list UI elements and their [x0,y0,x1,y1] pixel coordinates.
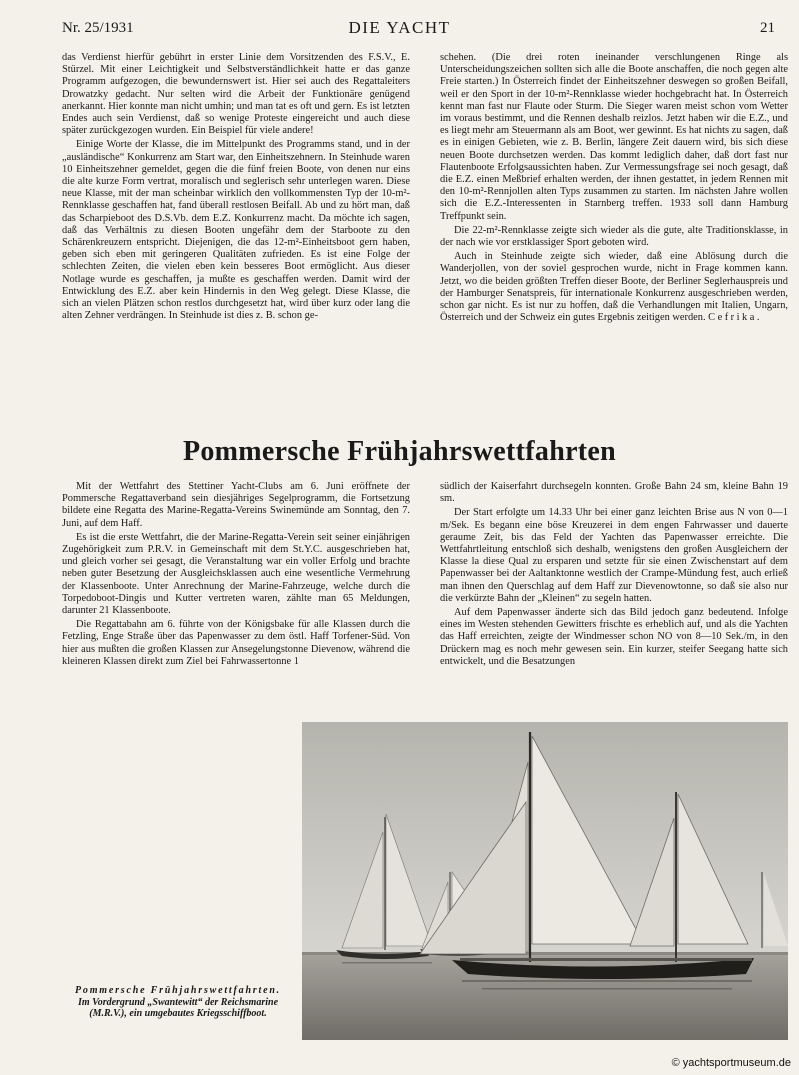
previous-article-column-right [440,52,788,392]
sailing-yachts-illustration [302,722,788,1040]
paragraph: Die Regattabahn am 6. führte von der Königsbake für alle Klassen durch die Fetzling, Enge Straße über das Papenwasser zu dem östl. Haff Torfener-Süd. Von hier aus mußten die großen Klassen zur Ansegelungstonne Dievenow, während die kleineren Klassen direkt zum Ziel bei Fahrwassertonne 1 [62,619,410,667]
previous-article-column-left [62,52,410,392]
caption-text: Im Vordergrund „Swantewitt“ der Reichsmarine (M.R.V.), ein umgebautes Kriegsschiffboot. [77,996,279,1019]
article-column-left [62,481,410,713]
article-column-right [440,481,788,713]
copyright-watermark: © yachtsportmuseum.de [671,1057,791,1069]
caption-title: Pommersche Frühjahrswettfahrten. [75,985,281,996]
paragraph: Einige Worte der Klasse, die im Mittelpunkt des Programms stand, und in der „ausländische“ Konkurrenz am Start war, den Einheitszehnern. In Steinhude waren 10 Einheitszehner gemeldet, gegen die die fünf freien Boote, von denen nur eins die alte kurze Form vertrat, moralisch und seglerisch sehr unterlegen waren. Diese neue Klasse, mit der man scheinbar wirklich den vollkommensten Typ der 10-m²-Rennklasse geschaffen hat, fand überall restlosen Beifall. Ab und zu hört man, daß das Scharpieboot des D.S.Vb. dem E.Z. Konkurrenz macht. Da möchte ich sagen, daß das Verhältnis zu diesen Booten ungefähr dem der Starboote zu den Schärenkreuzern entspricht. Diejenigen, die das 12-m²-Einheitsboot gern haben, geben sich eben mit geringeren Qualitäten zufrieden. Es ist eine Folge der schlechten Zeiten, die vielen eben kein besseres Boot ermöglicht. Aus dieser Notlage wurde es geschaffen, ja mußte es geschaffen werden. Damit wird der Entwicklung des E.Z. aber kein Hindernis in den Weg gelegt. Diese Klasse, die sich an vielen Plätzen schon restlos durchgesetzt hat, wird über kurz oder lang die alten Zehner verdrängen. In Steinhude ist dies z. B. schon ge- [62,139,410,322]
page-number: 21 [760,20,775,36]
author-signature: Cefrika. [708,312,762,324]
paragraph [440,251,788,324]
photo-caption [62,985,294,1020]
paragraph: Auf dem Papenwasser änderte sich das Bild jedoch ganz bedeutend. Infolge eines im Westen stehenden Gewitters frischte es erheblich auf, und als die Yachten das Haff erreichten, zeigte der Windmesser schon NO von 8—10 Sek./m, in den Drückern mag es noch mehr gewesen sein. Ein kurzer, steifer Seegang hatte sich entwickelt, und die Besatzungen [440,607,788,667]
paragraph: Die 22-m²-Rennklasse zeigte sich wieder als die gute, alte Traditionsklasse, in der nach wie vor erstklassiger Sport geboten wird. [440,224,788,249]
paragraph: Mit der Wettfahrt des Stettiner Yacht-Clubs am 6. Juni eröffnete der Pommersche Regattaverband sein diesjähriges Segelprogramm, die Fortsetzung bildete eine Regatta des Marine-Regatta-Vereins Swinemünde am Sonntag, den 7. Juni, auf dem Haff. [62,481,410,529]
paragraph: südlich der Kaiserfahrt durchsegeln konnten. Große Bahn 24 sm, kleine Bahn 19 sm. [440,481,788,505]
magazine-title: DIE YACHT [348,18,451,37]
issue-number: Nr. 25/1931 [62,20,134,36]
paragraph-text: Auch in Steinhude zeigte sich wieder, daß eine Ablösung durch die Wanderjollen, von der soviel gesprochen wurde, nicht in Frage kommen kann. Jetzt, wo die beiden größten Treffen dieser Boote, der Berliner Seglerhauspreis und der Hamburger Senatspreis, für internationale Konkurrenz ausgeschrieben werden, schon gar nicht. Es ist nur zu hoffen, daß die Verhandlungen mit Italien, Ungarn, Österreich und der Schweiz ein gutes Ergebnis zeitigen werden. [440,251,788,324]
paragraph: Es ist die erste Wettfahrt, die der Marine-Regatta-Verein seit seiner einjährigen Zugehörigkeit zum P.R.V. in Gemeinschaft mit dem St.Y.C. ausgeschrieben hat, und gleich vorher sei gesagt, die Veranstaltung war ein voller Erfolg und brachte neben guter Besetzung der Ausgleichsklassen auch eine wesentliche Vermehrung der Klassenboote. Unter Anrechnung der Marine-Fahrzeuge, welche durch die Torpedoboot-Dingis und Kutter vertreten waren, zählte man 65 Meldungen, darunter 21 Klassenboote. [62,531,410,617]
article-title: Pommersche Frühjahrswettfahrten [182,436,617,467]
paragraph: das Verdienst hierfür gebührt in erster Linie dem Vorsitzenden des F.S.V., E. Stürzel. Mit einer Leichtigkeit und Selbstverständlichkeit hatte er das ganze Programm aufgezogen, die bewundernswert ist. Hier sei auch des Regattaleiters Drowatzky gedacht. Nur selten wird die Arbeit der Funktionäre genügend anerkannt. Hier konnte man nicht umhin; und man tat es oft und gern. Es ist letzten Endes auch sein Verdienst, daß so wenige Proteste eingereicht und auch diese später zurückgezogen wurden. Ein Beispiel für viele andere! [62,52,410,137]
regatta-photo [302,722,788,1040]
paragraph: Der Start erfolgte um 14.33 Uhr bei einer ganz leichten Brise aus N von 0—1 m/Sek. Es begann eine böse Kreuzerei in dem engen Fahrwasser und dauerte geraume Zeit, bis das Feld der Yachten das Papenwasser erreichte. Die Wettfahrtleitung entschloß sich deshalb, wenigstens den großen Ausgleichern der Klasse la diese Qual zu ersparen und setzte für sie einen Zwischenstart auf dem Papenwasser bei der Aaltanktonne westlich der Crampe-Mündung fest, auch erließ man ihnen den Querschlag auf dem Haff zur Dievenowtonne, so daß sie also nur die verkürzte Bahn der „Kleinen“ zu segeln hatten. [440,507,788,604]
paragraph: schehen. (Die drei roten ineinander verschlungenen Ringe als Unterscheidungszeichen sollten sich alle die Boote anschaffen, die noch gegen alte Freie starten.) In Österreich findet der Einheitszehner deswegen so großen Beifall, weil er den Sport in der 10-m²-Rennklasse wieder hochgebracht hat. In Österreich kennt man fast nur Flaute oder Sturm. Die Sieger waren meist schon vom Wetter im voraus bestimmt, und die Rennen deshalb reizlos. Jetzt haben wir die E.Z., und es liegt mehr am Steuermann als am Boot, wer gewinnt. Es hat nichts zu sagen, daß es in einigen Gebieten, wie z. B. Berlin, längere Zeit dauern wird, bis sich diese neuen Boote durchsetzen werden. Das kommt lediglich daher, daß dort fast nur Flautenboote Erfolgsaussichten haben. Zur Vermessungsfrage sei noch gesagt, daß die E.Z. einen Meßbrief erhalten werden, der ihnen gestattet, in jedem Rennen mit den 10-m²-Rennjollen alten Typs zusammen zu starten. Im nächsten Jahre wollen sich die E.Z.-Interessenten in Starnberg treffen. 1933 soll dann Hamburg Treffpunkt sein. [440,52,788,222]
